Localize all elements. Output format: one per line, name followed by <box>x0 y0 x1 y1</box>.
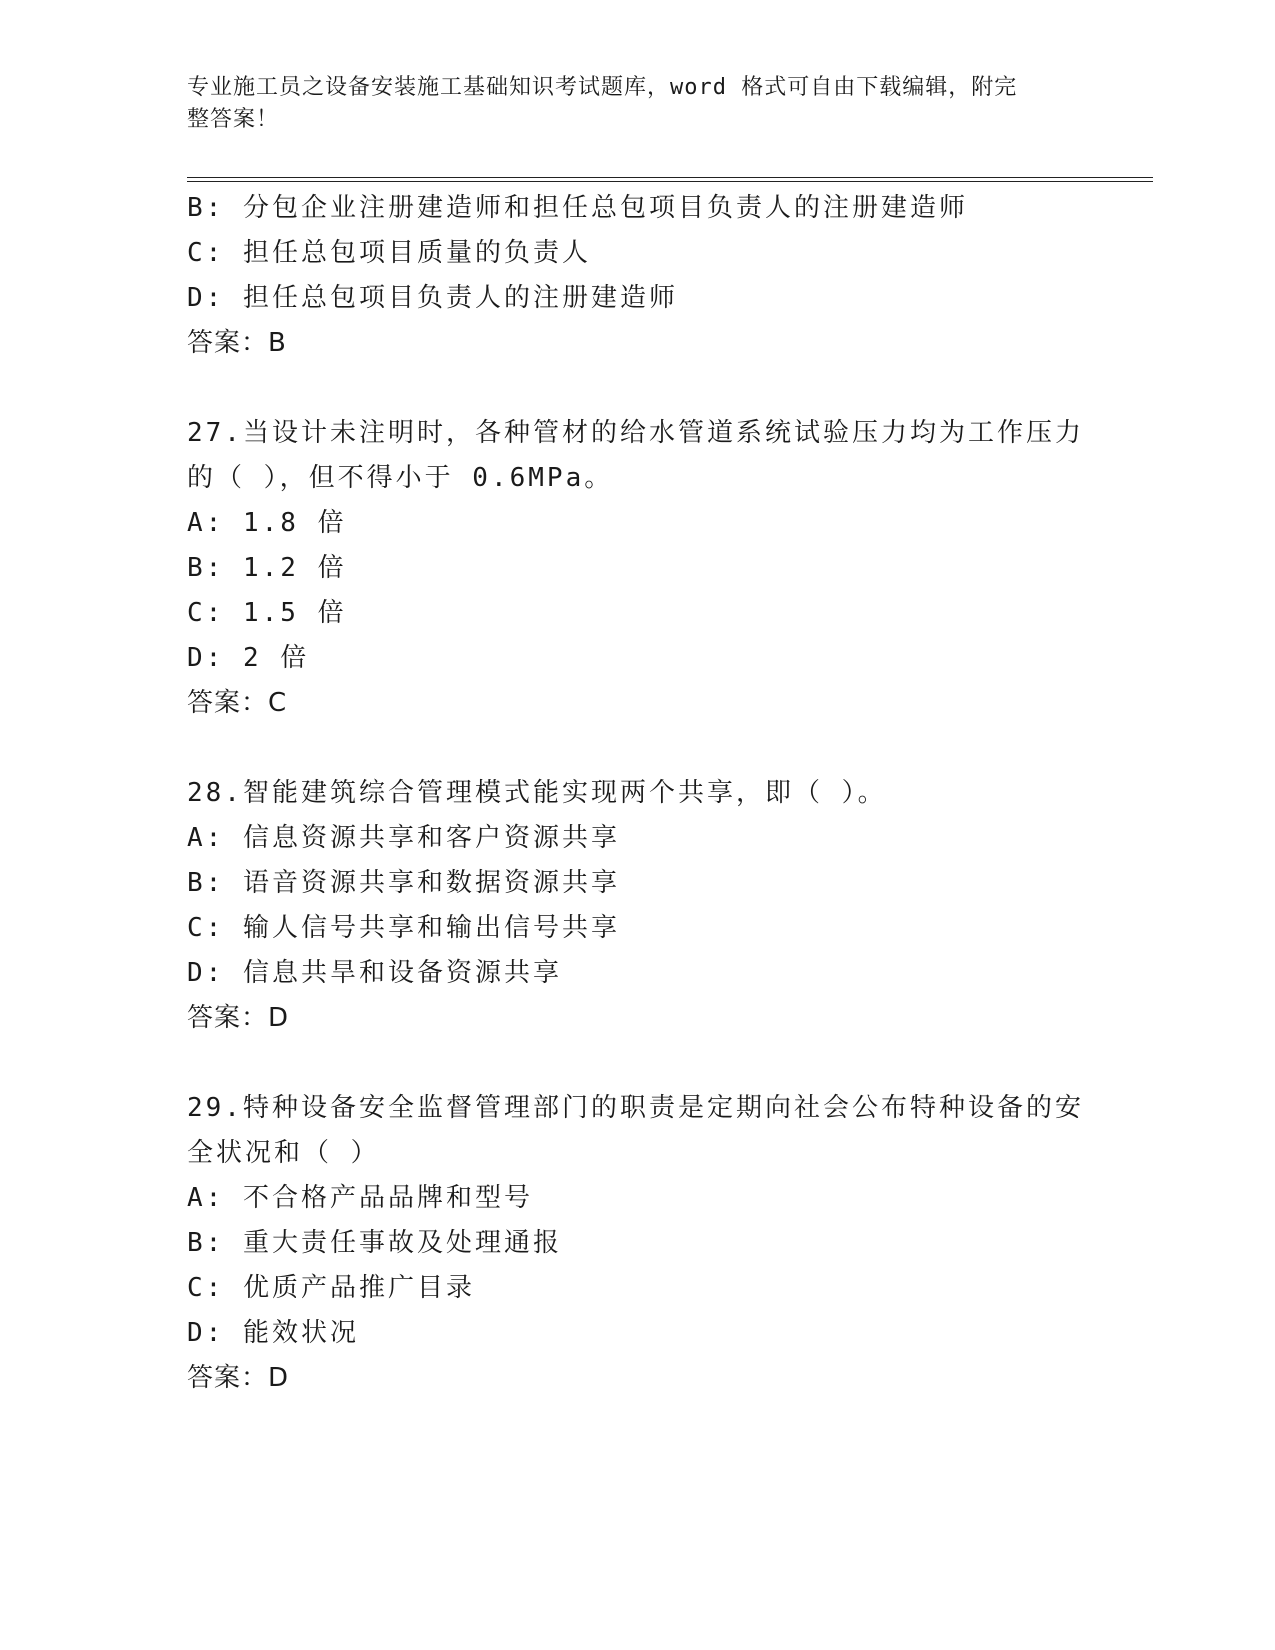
q28-answer: 答案：D <box>187 1003 290 1033</box>
q29-option-c: C: 优质产品推广目录 <box>187 1273 475 1303</box>
q29-option-d: D: 能效状况 <box>187 1318 359 1348</box>
q26-option-c: C: 担任总包项目质量的负责人 <box>187 238 591 268</box>
header-divider-top <box>187 177 1153 178</box>
q27-option-c: C: 1.5 倍 <box>187 598 347 628</box>
q27-option-a: A: 1.8 倍 <box>187 508 347 538</box>
header-divider-bottom <box>187 181 1153 182</box>
document-header <box>187 72 1067 136</box>
q28-option-c: C: 输人信号共享和输出信号共享 <box>187 913 620 943</box>
q28-option-b: B: 语音资源共享和数据资源共享 <box>187 868 620 898</box>
q28-option-a: A: 信息资源共享和客户资源共享 <box>187 823 620 853</box>
header-title-line1: 专业施工员之设备安装施工基础知识考试题库，word 格式可自由下载编辑，附完 <box>187 75 1018 100</box>
q26-option-b: B: 分包企业注册建造师和担任总包项目负责人的注册建造师 <box>187 193 968 223</box>
q27-stem-line1: 27.当设计未注明时，各种管材的给水管道系统试验压力均为工作压力 <box>187 418 1084 448</box>
q28-stem-line1: 28.智能建筑综合管理模式能实现两个共享，即（ ）。 <box>187 778 887 808</box>
q29-option-b: B: 重大责任事故及处理通报 <box>187 1228 562 1258</box>
q28-option-d: D: 信息共旱和设备资源共享 <box>187 958 562 988</box>
header-title-line2: 整答案！ <box>187 107 280 132</box>
q29-stem-line1: 29.特种设备安全监督管理部门的职责是定期向社会公布特种设备的安 <box>187 1093 1084 1123</box>
q29-stem-line2: 全状况和（ ） <box>187 1138 380 1168</box>
q29-option-a: A: 不合格产品品牌和型号 <box>187 1183 533 1213</box>
q26-answer: 答案：B <box>187 328 287 358</box>
q27-option-b: B: 1.2 倍 <box>187 553 347 583</box>
q29-answer: 答案：D <box>187 1363 290 1393</box>
q27-stem-line2: 的（ ），但不得小于 0.6MPa。 <box>187 463 614 493</box>
q27-answer: 答案：C <box>187 688 288 718</box>
q26-option-d: D: 担任总包项目负责人的注册建造师 <box>187 283 678 313</box>
q27-option-d: D: 2 倍 <box>187 643 310 673</box>
